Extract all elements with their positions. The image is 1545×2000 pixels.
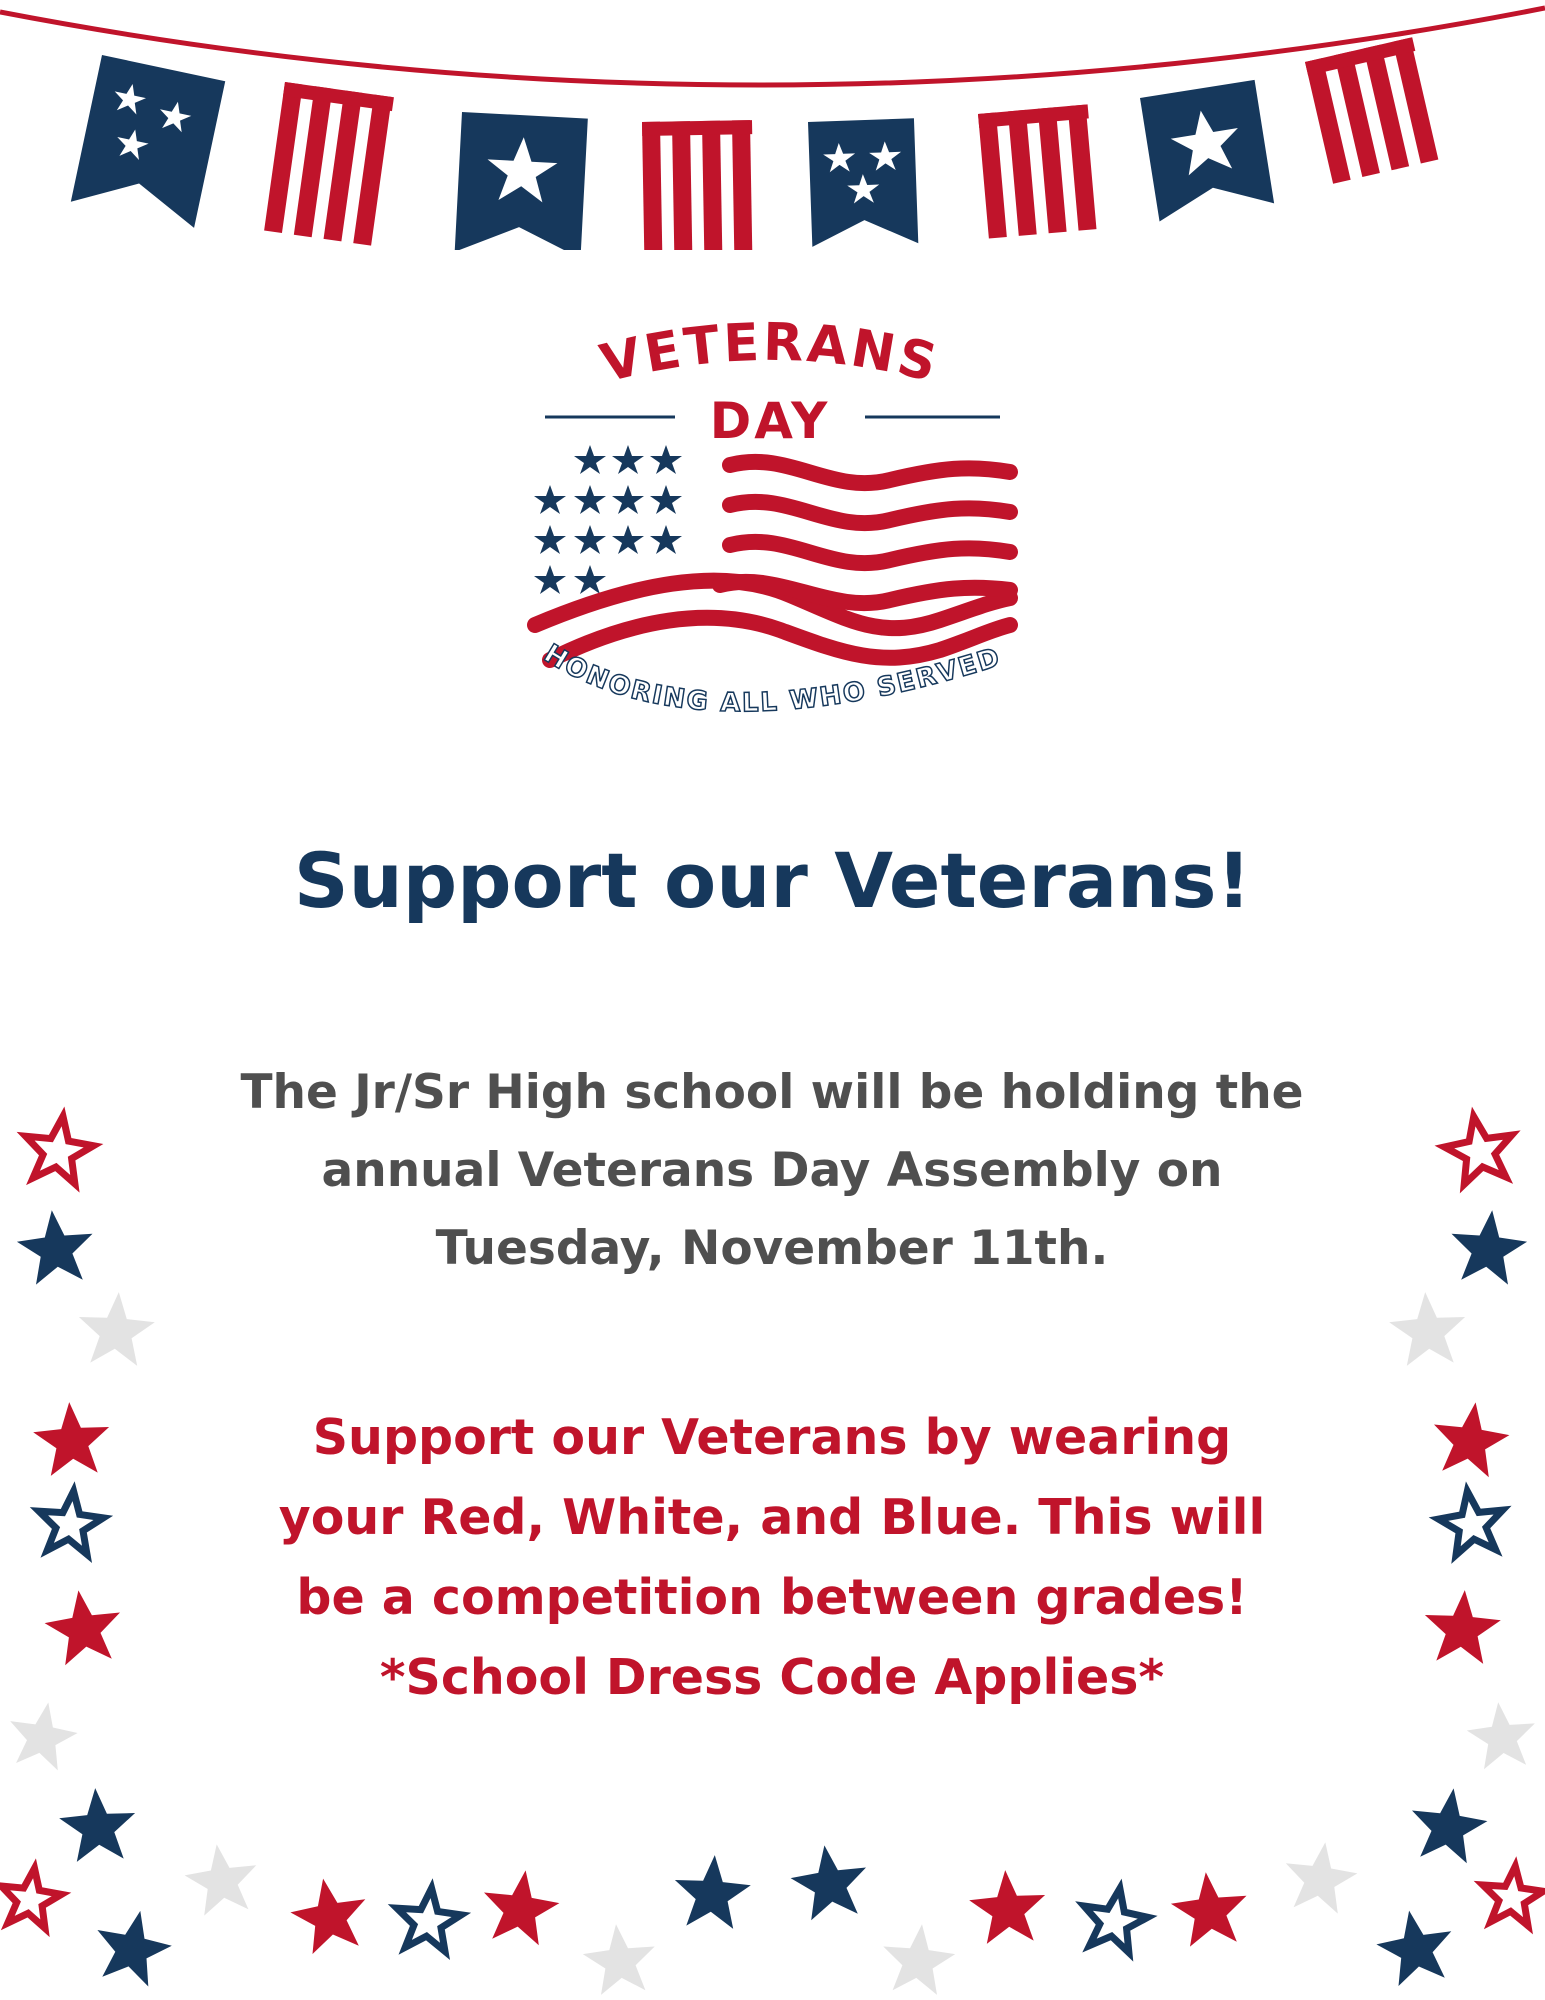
star-icon xyxy=(1,1868,61,1928)
pennant-navy-1 xyxy=(71,55,225,228)
star-icon xyxy=(612,485,644,514)
headline: Support our Veterans! xyxy=(293,836,1252,925)
star-icon xyxy=(1389,1292,1465,1366)
star-icon xyxy=(1467,1702,1535,1769)
logo-line1: VETERANS xyxy=(595,320,946,395)
star-icon xyxy=(10,1703,77,1771)
star-icon xyxy=(290,1879,365,1954)
announcement-line: The Jr/Sr High school will be holding the xyxy=(240,1065,1304,1120)
star-icon xyxy=(574,525,606,554)
pennant-stripes-4 xyxy=(1305,37,1440,184)
star-icon xyxy=(612,445,644,474)
pennant-stripes-3 xyxy=(978,104,1098,238)
star-icon xyxy=(574,565,606,594)
star-icon xyxy=(650,525,682,554)
cta-line: Support our Veterans by wearing xyxy=(312,1409,1232,1466)
star-icon xyxy=(1483,1866,1544,1926)
star-icon xyxy=(583,1924,655,1995)
star-icon xyxy=(26,1116,94,1183)
star-icon xyxy=(534,525,566,554)
star-icon xyxy=(1286,1842,1358,1913)
pennant-navy-4 xyxy=(1140,80,1274,222)
star-icon xyxy=(17,1210,93,1284)
american-flag-icon xyxy=(534,445,682,594)
cta-line: be a competition between grades! xyxy=(296,1569,1248,1626)
star-icon xyxy=(969,1870,1045,1944)
star-icon xyxy=(883,1924,955,1995)
star-icon xyxy=(1434,1402,1509,1477)
pennant-navy-2 xyxy=(455,112,588,250)
star-icon xyxy=(79,1292,155,1366)
star-icon xyxy=(612,525,644,554)
star-icon xyxy=(791,1845,866,1920)
star-icon xyxy=(97,1911,171,1987)
star-icon xyxy=(650,485,682,514)
star-icon xyxy=(534,485,566,514)
star-icon xyxy=(1452,1210,1528,1284)
star-icon xyxy=(1084,1889,1148,1953)
announcement-line: annual Veterans Day Assembly on xyxy=(321,1143,1223,1198)
star-icon xyxy=(1171,1872,1247,1946)
pennant-stripes-2 xyxy=(642,120,754,250)
star-icon xyxy=(574,445,606,474)
cta-line: *School Dress Code Applies* xyxy=(379,1649,1165,1706)
announcement-text xyxy=(172,1054,1372,1288)
star-icon xyxy=(45,1590,120,1665)
bunting-banner xyxy=(0,0,1545,250)
star-icon xyxy=(185,1844,257,1915)
star-icon xyxy=(1444,1117,1511,1185)
logo-tagline: HONORING ALL WHO SERVED xyxy=(538,638,1005,719)
star-icon xyxy=(574,485,606,514)
star-icon xyxy=(33,1402,109,1476)
star-icon xyxy=(1425,1590,1501,1664)
star-icon xyxy=(59,1788,135,1862)
star-icon xyxy=(1376,1911,1451,1986)
logo-line2: DAY xyxy=(709,392,831,450)
cta-line: your Red, White, and Blue. This will xyxy=(278,1489,1266,1546)
announcement-line: Tuesday, November 11th. xyxy=(435,1221,1109,1276)
star-icon xyxy=(675,1855,751,1929)
pennant-navy-3 xyxy=(808,118,918,247)
star-icon xyxy=(534,565,566,594)
pennant-stripes-1 xyxy=(264,82,394,246)
call-to-action-text xyxy=(172,1398,1372,1718)
star-icon xyxy=(1412,1788,1487,1863)
star-icon xyxy=(39,1491,103,1554)
star-icon xyxy=(650,445,682,474)
veterans-day-logo xyxy=(520,320,1020,760)
star-icon xyxy=(1439,1491,1503,1555)
star-icon xyxy=(397,1888,461,1951)
star-icon xyxy=(484,1870,559,1945)
